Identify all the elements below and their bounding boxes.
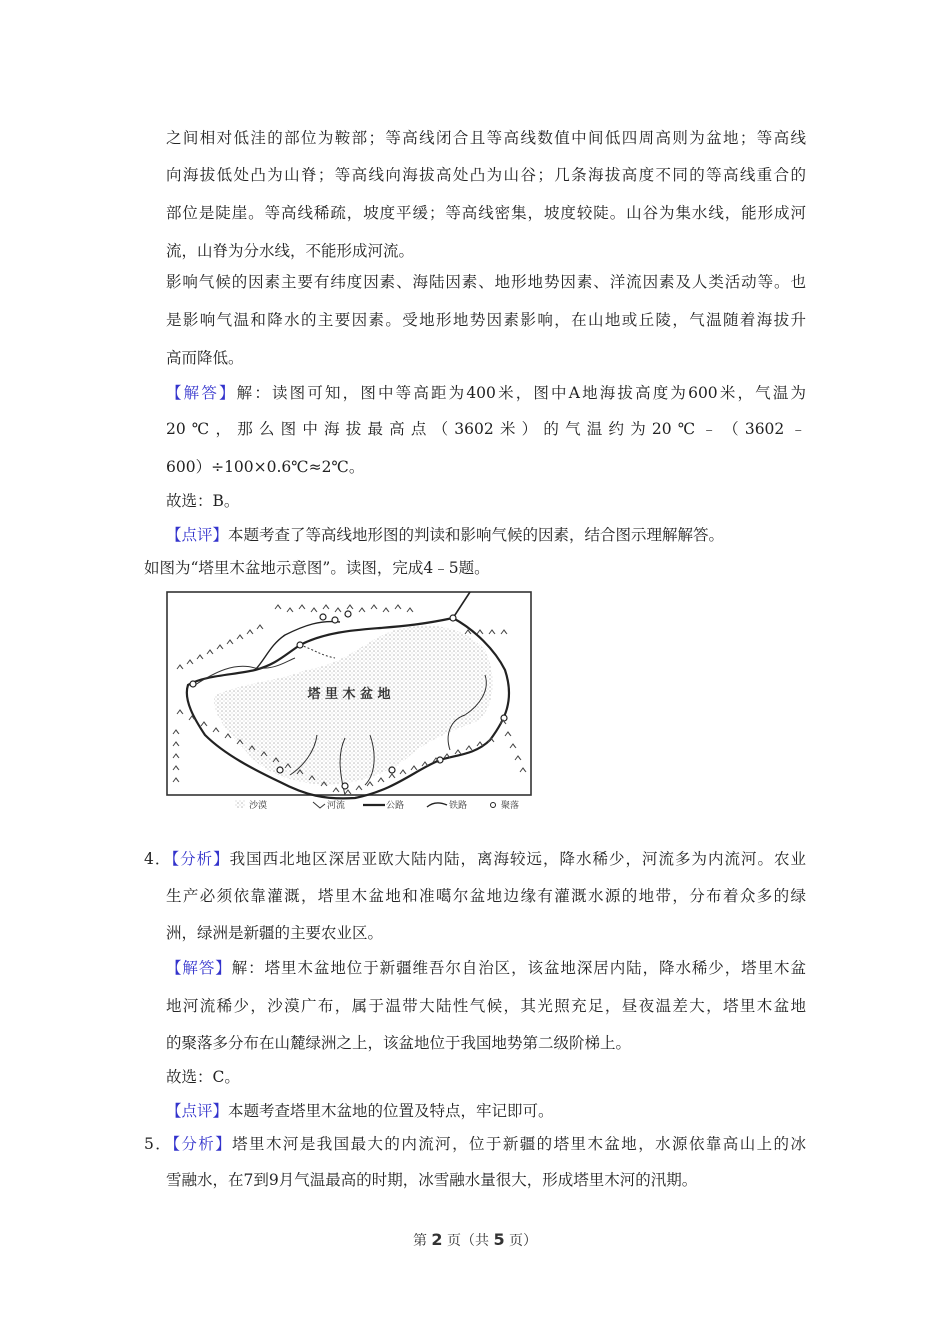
q4-answer-line: 的聚落多分布在山麓绿洲之上，该盆地位于我国地势第二级阶梯上。 xyxy=(166,1034,632,1052)
q4-analysis-line: 洲，绿洲是新疆的主要农业区。 xyxy=(166,924,384,942)
q3-answer-line: 20℃，那么图中海拔最高点（3602米）的气温约为20℃﹣（3602﹣ xyxy=(166,420,806,438)
figure-intro: 如图为“塔里木盆地示意图”。读图，完成4﹣5题。 xyxy=(144,559,490,577)
analysis-tag: 【分析】 xyxy=(172,1135,233,1153)
legend-settlement: 聚落 xyxy=(501,801,520,811)
tarim-basin-map xyxy=(165,590,533,814)
comment-text: 本题考查了等高线地形图的判读和影响气候的因素，结合图示理解解答。 xyxy=(228,526,725,544)
analysis-tag: 【分析】 xyxy=(171,850,230,868)
map-legend xyxy=(235,799,519,811)
legend-railway: 铁路 xyxy=(449,801,468,811)
q5-analysis-line xyxy=(144,1134,806,1154)
legend-river: 河流 xyxy=(327,801,346,811)
answer-text: 解：读图可知，图中等高距为400米，图中A地海拔高度为600米，气温为 xyxy=(236,384,806,402)
para1-line: 流，山脊为分水线，不能形成河流。 xyxy=(166,242,415,260)
legend-settlement-swatch xyxy=(491,803,496,808)
q4-choice: 故选：C。 xyxy=(166,1068,240,1086)
q4-answer-line xyxy=(166,958,806,978)
total-pages: 5 xyxy=(493,1230,505,1249)
q3-comment xyxy=(166,525,724,545)
basin-label: 塔 里 木 盆 地 xyxy=(307,687,391,702)
question-number: 5． xyxy=(144,1135,173,1153)
settlement xyxy=(345,611,351,617)
settlement xyxy=(190,681,196,687)
answer-tag: 【解答】 xyxy=(166,384,237,402)
legend-road: 公路 xyxy=(386,801,405,811)
settlement xyxy=(297,642,303,648)
legend-railway-swatch xyxy=(427,803,447,807)
para1-line: 部位是陡崖。等高线稀疏，坡度平缓；等高线密集，坡度较陡。山谷为集水线，能形成河 xyxy=(166,204,806,222)
q3-answer-line: 600）÷100×0.6℃≈2℃。 xyxy=(166,458,365,476)
q3-answer-line xyxy=(166,383,806,403)
footer-prefix: 第 xyxy=(412,1233,427,1249)
settlement xyxy=(277,767,283,773)
comment-tag: 【点评】 xyxy=(166,1102,229,1120)
comment-text: 本题考查塔里木盆地的位置及特点，牢记即可。 xyxy=(228,1102,554,1120)
map-figure xyxy=(165,590,533,814)
legend-desert: 沙漠 xyxy=(249,801,268,811)
page-number: 2 xyxy=(431,1230,443,1249)
legend-river-swatch xyxy=(313,802,325,808)
q3-choice: 故选：B。 xyxy=(166,492,240,510)
page-footer xyxy=(0,1230,950,1250)
para2-line: 影响气候的因素主要有纬度因素、海陆因素、地形地势因素、洋流因素及人类活动等。也 xyxy=(166,273,806,291)
para1-line: 向海拔低处凸为山脊；等高线向海拔高处凸为山谷；几条海拔高度不同的等高线重合的 xyxy=(166,166,806,184)
question-number: 4． xyxy=(144,850,172,868)
settlement xyxy=(332,617,338,623)
settlement xyxy=(342,783,348,789)
q4-comment xyxy=(166,1101,554,1121)
settlement xyxy=(450,615,456,621)
footer-suffix: 页） xyxy=(509,1233,538,1249)
comment-tag: 【点评】 xyxy=(166,526,229,544)
para1-line: 之间相对低洼的部位为鞍部；等高线闭合且等高线数值中间低四周高则为盆地；等高线 xyxy=(166,129,806,147)
para2-line: 是影响气温和降水的主要因素。受地形地势因素影响，在山地或丘陵，气温随着海拔升 xyxy=(166,311,806,329)
settlement xyxy=(389,767,395,773)
q4-analysis-line xyxy=(144,849,806,869)
answer-text: 解：塔里木盆地位于新疆维吾尔自治区，该盆地深居内陆，降水稀少，塔里木盆 xyxy=(231,959,806,977)
analysis-text: 塔里木河是我国最大的内流河，位于新疆的塔里木盆地，水源依靠高山上的冰 xyxy=(232,1135,806,1153)
legend-desert-swatch xyxy=(235,800,245,808)
settlement xyxy=(320,614,326,620)
settlement xyxy=(501,715,507,721)
para2-line: 高而降低。 xyxy=(166,349,244,367)
answer-tag: 【解答】 xyxy=(166,959,232,977)
q4-answer-line: 地河流稀少，沙漠广布，属于温带大陆性气候，其光照充足，昼夜温差大，塔里木盆地 xyxy=(166,997,806,1015)
footer-mid: 页（共 xyxy=(447,1233,489,1249)
q5-analysis-line: 雪融水，在7到9月气温最高的时期，冰雪融水量很大，形成塔里木河的汛期。 xyxy=(166,1171,698,1189)
analysis-text: 我国西北地区深居亚欧大陆内陆，离海较远，降水稀少，河流多为内流河。农业 xyxy=(229,850,806,868)
q4-analysis-line: 生产必须依靠灌溉，塔里木盆地和准噶尔盆地边缘有灌溉水源的地带，分布着众多的绿 xyxy=(166,887,806,905)
